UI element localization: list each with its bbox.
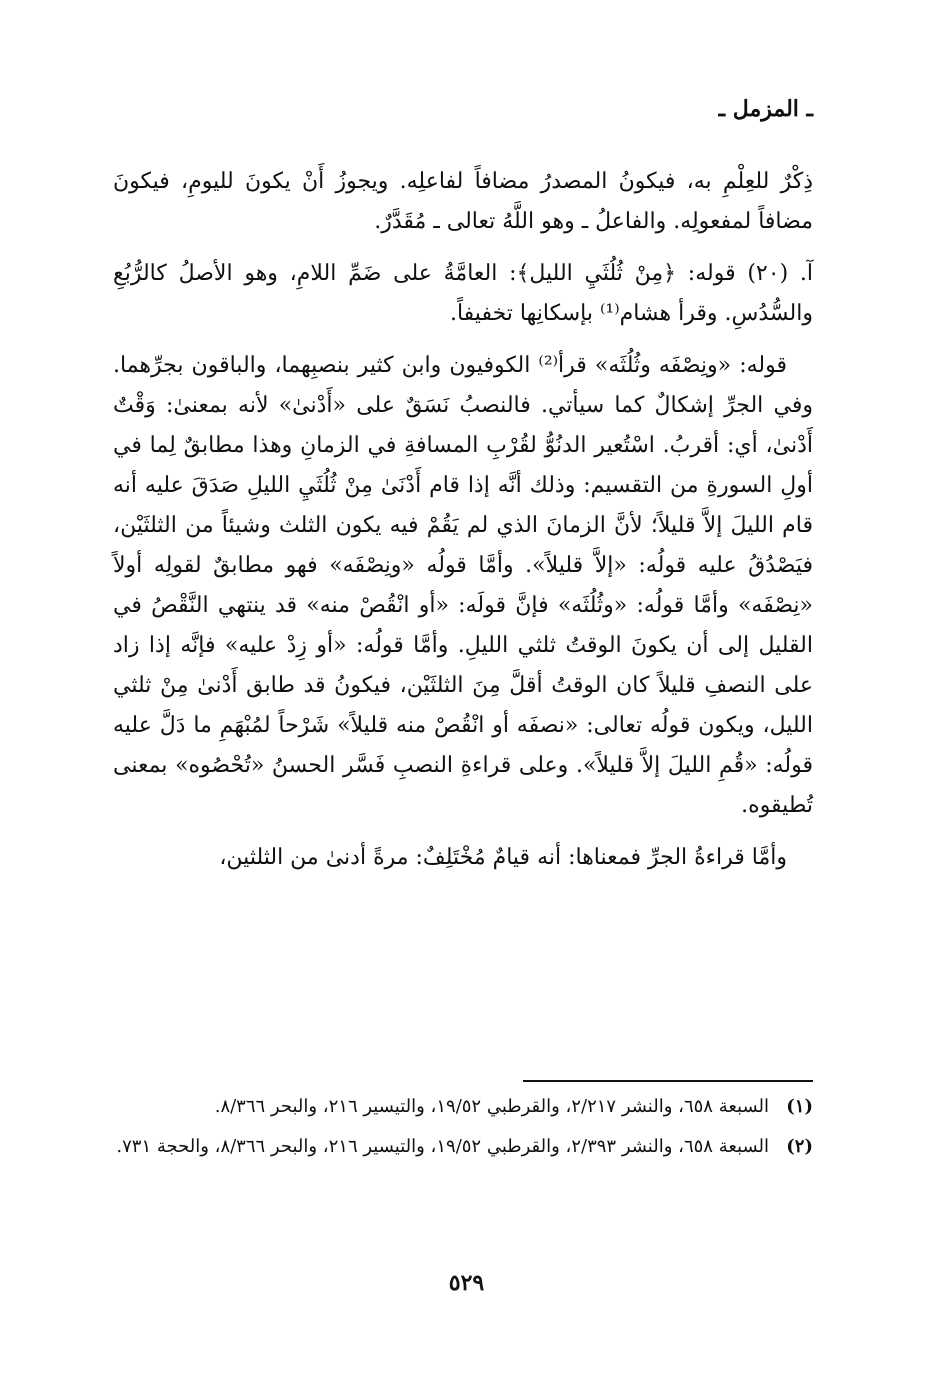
footnote-number: (٢): [786, 1136, 813, 1157]
footnote-text: السبعة ٦٥٨، والنشر ٢/٢١٧، والقرطبي ١٩/٥٢، والتيسير ٢١٦، والبحر ٨/٣٦٦.: [214, 1096, 769, 1117]
page-number: ٥٢٩: [448, 1270, 485, 1296]
paragraph-2-verse-20: آ. (٢٠) قوله: ﴿مِنْ ثُلُثَيِ الليل﴾: العامَّةُ على ضَمِّ اللامِ، وهو الأصلُ كالرُّبُعِ والسُّدُسِ. وقرأ هشام⁽¹⁾ بإسكانِها تخفيفاً.: [113, 261, 813, 326]
footnote-separator: [523, 1080, 813, 1082]
footnote-2: [113, 1130, 813, 1164]
footnote-text: السبعة ٦٥٨، والنشر ٢/٣٩٣، والقرطبي ١٩/٥٢، والتيسير ٢١٦، والبحر ٨/٣٦٦، والحجة ٧٣١.: [116, 1136, 769, 1157]
paragraph-1: ذِكْرٌ للعِلْمِ به، فيكونُ المصدرُ مضافاً لفاعلِه. ويجوزُ أَنْ يكونَ لليومِ، فيكونَ مضافاً لمفعولِه. والفاعلُ ـ وهو اللَّهُ تعالى ـ مُقَدَّرٌ.: [113, 169, 813, 234]
footnote-number: (١): [786, 1096, 813, 1117]
paragraph-3: قوله: «ونِصْفَه وثُلُثَه» قرأ⁽²⁾ الكوفيون وابن كثير بنصبِهما، والباقون بجرِّهما. وفي الجرِّ إشكالٌ كما سيأتي. فالنصبُ نَسَقٌ على «أَدْنىٰ» لأنه بمعنىٰ: وَقْتٌ أَدْنىٰ، أي: أقربُ. اسْتُعير الدنُوُّ لقُرْبِ المسافةِ في الزمانِ وهذا مطابقٌ لِما في أولِ السورةِ من التقسيم: وذلك أنَّه إذا قام أَدْنَىٰ مِنْ ثُلُثَيِ الليلِ صَدَقَ عليه أنه قام الليلَ إلاَّ قليلاً؛ لأنَّ الزمانَ الذي لم يَقُمْ فيه يكون الثلث وشيئاً من الثلثَيْن، فيَصْدُقُ عليه قولُه: «إلاَّ قليلاً». وأمَّا قولُه «ونِصْفَه» فهو مطابقٌ لقولِه أولاً «نِصْفَه» وأمَّا قولُه: «وثُلُثَه» فإنَّ قولَه: «أو انْقُصْ منه» قد ينتهي النَّقْصُ في القليل إلى أن يكونَ الوقتُ ثلثي الليلِ. وأمَّا قولُه: «أو زِدْ عليه» فإنَّه إذا زاد على النصفِ قليلاً كان الوقتُ أقلَّ مِنَ الثلثَيْن، فيكونُ قد طابق أَدْنىٰ مِنْ ثلثي الليل، ويكون قولُه تعالى: «نصفَه أو انْقُصْ منه قليلاً» شَرْحاً لمُبْهَمِ ما دَلَّ عليه قولُه: «قُمِ الليلَ إلاَّ قليلاً». وعلى قراءةِ النصبِ فَسَّر الحسنُ «تُحْصُوه» بمعنى تُطيقوه.: [113, 353, 813, 818]
paragraph-4: وأمَّا قراءةُ الجرِّ فمعناها: أنه قيامٌ مُخْتَلِفٌ: مرةً أدنىٰ من الثلثين،: [219, 845, 787, 870]
footnote-1: [113, 1090, 813, 1124]
running-title: ـ المزمل ـ: [718, 96, 813, 122]
footnotes: [113, 1090, 813, 1170]
main-text: [113, 162, 813, 890]
